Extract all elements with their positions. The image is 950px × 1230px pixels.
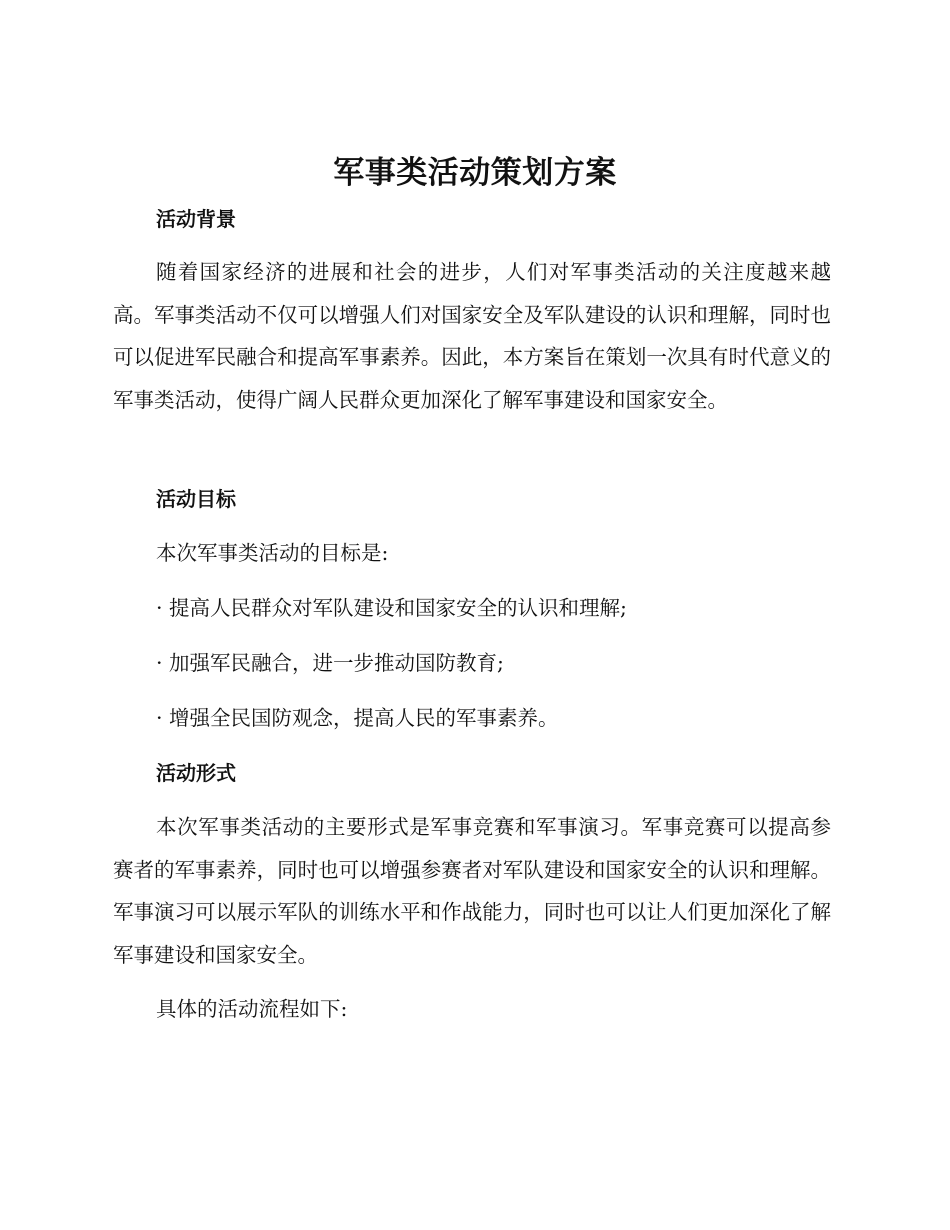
goals-intro: 本次军事类活动的目标是: [156,541,389,565]
section-heading-format: 活动形式 [156,761,236,785]
process-intro: 具体的活动流程如下: [156,997,348,1021]
document-title: 军事类活动策划方案 [333,155,617,191]
format-paragraph: 本次军事类活动的主要形式是军事竞赛和军事演习。军事竞赛可以提高参赛者的军事素养，同时也可以增强参赛者对军队建设和国家安全的认识和理解。军事演习可以展示军队的训练水平和作战能力，同时也可以让人们更加深化了解军事建设和国家安全。 [113,815,831,967]
section-heading-background: 活动背景 [156,207,236,231]
section-heading-goals: 活动目标 [156,487,236,511]
goal-bullet-item: · 提高人民群众对军队建设和国家安全的认识和理解; [156,596,627,620]
goal-bullet-item: · 加强军民融合，进一步推动国防教育; [156,651,504,675]
background-paragraph: 随着国家经济的进展和社会的进步，人们对军事类活动的关注度越来越高。军事类活动不仅可以增强人们对国家安全及军队建设的认识和理解，同时也可以促进军民融合和提高军事素养。因此，本方案旨在策划一次具有时代意义的军事类活动，使得广阔人民群众更加深化了解军事建设和国家安全。 [113,260,831,412]
goal-bullet-item: · 增强全民国防观念，提高人民的军事素养。 [156,706,559,730]
